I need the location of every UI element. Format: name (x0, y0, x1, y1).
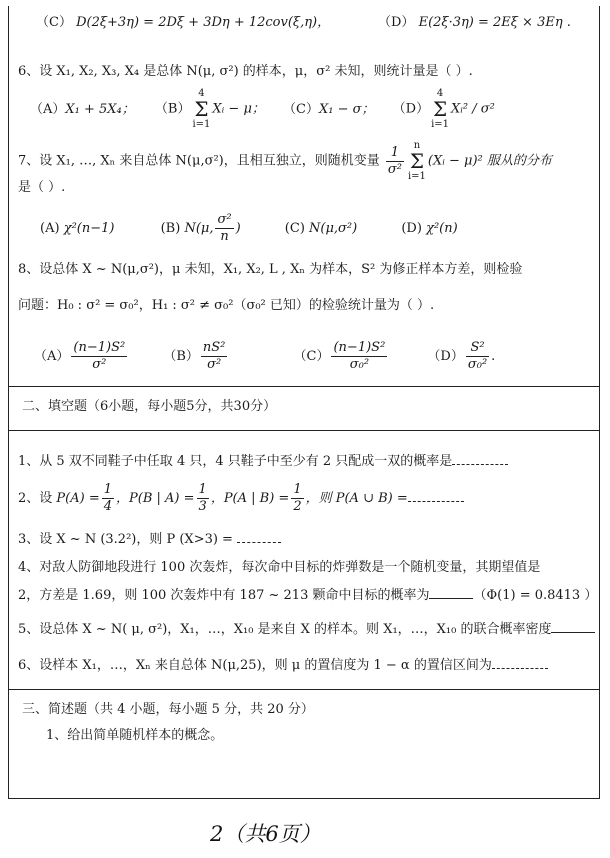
q8-d-frac (466, 340, 489, 373)
q6-a-expr: X₁ + 5X₄； (65, 101, 135, 117)
q6-d-sum-bottom: i=1 (431, 119, 450, 130)
f6-text: 6、设样本 X₁，…，Xₙ 来自总体 N(μ,25)，则 μ 的置信度为 1 − α 的置信区间为 (18, 658, 492, 673)
q6-c-expr: X₁ − σ； (319, 101, 375, 117)
q8-line1: 8、设总体 X ~ N(μ,σ²)，μ 未知，X₁, X₂, L , Xₙ 为样本，S² 为修正样本方差，则检验 (18, 262, 523, 277)
q6-option-d (393, 88, 495, 130)
q8-d-label: （D） (427, 349, 464, 364)
q6-option-c (283, 99, 374, 121)
q8-option-c (294, 340, 390, 373)
q8-d-num: S² (466, 340, 489, 357)
section3-title: 三、简述题（共 4 小题，每小题 5 分，共 20 分） (22, 702, 314, 717)
q8-b-num: nS² (202, 340, 226, 355)
q7-b-post: ) (235, 221, 241, 236)
q8-b-label: （B） (163, 349, 199, 364)
q6-d-label: （D） (392, 101, 430, 117)
f2-pa-frac (102, 482, 114, 515)
q7-sum-bottom: i=1 (407, 171, 426, 182)
q7-text-b: (Xᵢ − μ)² 服从的分布 (427, 153, 552, 169)
q8-option-d (427, 340, 495, 373)
f2-tail: ，则 P(A ∪ B) = (305, 491, 408, 506)
f2-pab: ，P(A | B) = (210, 491, 290, 506)
q8-c-label: （C） (293, 349, 330, 364)
q6-b-sum-bottom: i=1 (192, 119, 211, 130)
option-d-label: （D） (378, 15, 415, 30)
f2-answer-blank[interactable] (408, 489, 464, 502)
short-q1: 1、给出简单随机样本的概念。 (46, 728, 224, 743)
section3-top-rule (8, 689, 600, 690)
q6-d-sum-top: 4 (436, 88, 444, 99)
q7-option-a (40, 218, 114, 240)
q7-options (40, 212, 458, 245)
fill-q2 (18, 482, 464, 515)
f2-pre: 2、设 (18, 491, 53, 506)
f2-pba-den: 3 (198, 499, 207, 514)
f4-line2: 2，方差是 1.69，则 100 次轰炸中有 187 ~ 213 颗命中目标的概率为 (18, 588, 430, 603)
q7-frac-num: 1 (386, 145, 404, 162)
f2-pba-num: 1 (198, 482, 207, 497)
q8-d-den: σ₀² (467, 357, 488, 372)
q7-b-pre: N(μ, (184, 221, 214, 236)
q6-b-label: （B） (154, 101, 191, 117)
f2-pba-frac (197, 482, 209, 515)
f2-pba: ，P(B | A) = (116, 491, 195, 506)
fill-q4-line1: 4、对敌人防御地段进行 100 次轰炸，每次命中目标的炸弹数是一个随机变量，其期望值是 (18, 560, 541, 575)
q7-b-den: n (220, 229, 229, 244)
f2-pab-den: 2 (293, 499, 302, 514)
section2-bottom-rule (8, 430, 600, 431)
fill-q4-line2 (18, 586, 598, 606)
q6-b-sum: 4 Σ i=1 (192, 88, 211, 130)
q6-option-b (155, 88, 265, 130)
option-c-row (36, 12, 330, 34)
q6-b-sum-top: 4 (198, 88, 205, 99)
q7-d-label: (D) (401, 221, 422, 236)
q6-c-label: （C） (283, 101, 319, 117)
f2-pab-frac (291, 482, 303, 515)
q8-b-frac (201, 340, 228, 373)
q8-a-frac (71, 340, 127, 373)
handwritten-page-note: 2（共6页） (210, 822, 321, 846)
q7-frac (386, 145, 404, 178)
q8-d-tail: . (491, 349, 496, 364)
fill-q6 (18, 656, 598, 676)
q8-option-b (163, 340, 229, 373)
f1-text: 1、从 5 双不同鞋子中任取 4 只，4 只鞋子中至少有 2 只配成一双的概率是 (18, 454, 453, 469)
f3-answer-blank[interactable] (237, 530, 281, 543)
q6-options (30, 88, 495, 130)
q7-text-c: 是（ ）. (18, 180, 66, 195)
f6-answer-blank[interactable] (492, 656, 548, 669)
section2-top-rule (8, 386, 600, 387)
f2-pa-den: 4 (103, 499, 113, 514)
f4-answer-blank[interactable] (429, 586, 473, 599)
section2-title: 二、填空题（6小题，每小题5分，共30分） (22, 399, 277, 414)
q6-b-expr: Xᵢ − μ； (212, 101, 265, 117)
option-d-expr: E(2ξ·3η) = 2Eξ × 3Eη . (418, 15, 571, 30)
fill-q5 (18, 620, 598, 640)
q7-option-d (401, 218, 457, 240)
q6-option-a (30, 99, 135, 121)
option-c-label: （C） (36, 15, 72, 30)
f4-tail: （Φ(1) = 0.8413 ） (473, 588, 598, 603)
q8-c-num: (n−1)S² (333, 340, 386, 355)
q7-a-expr: χ²(n−1) (63, 221, 115, 236)
f3-text: 3、设 X ~ N (3.2²)，则 P (X>3) = (18, 532, 233, 547)
q7-a-label: (A) (40, 221, 60, 236)
q8-c-den: σ₀² (349, 357, 370, 372)
f5-answer-blank[interactable] (551, 620, 595, 633)
q8-line2: 问题：H₀ : σ² = σ₀²，H₁ : σ² ≠ σ₀²（σ₀² 已知）的检验统计量为（ ）. (18, 298, 435, 313)
q6-d-sum: 4 Σ i=1 (431, 88, 450, 130)
f2-pa: P(A) = (56, 491, 100, 506)
q8-a-label: （A） (34, 349, 70, 364)
f2-pab-num: 1 (293, 482, 302, 497)
option-c-expr: D(2ξ+3η) = 2Dξ + 3Dη + 12cov(ξ,η)， (76, 15, 331, 30)
q7-b-frac (215, 212, 233, 245)
q7-text-a: 7、设 X₁, …, Xₙ 来自总体 N(μ,σ²)，且相互独立，则随机变量 (18, 153, 380, 169)
q7-line1 (18, 140, 552, 182)
q7-d-expr: χ²(n) (426, 221, 458, 236)
q7-frac-den: σ² (387, 161, 402, 177)
option-d-row (378, 12, 571, 34)
q8-a-num: (n−1)S² (73, 340, 126, 355)
q7-sum-top: n (413, 140, 421, 151)
q6-a-label: （A） (30, 101, 66, 117)
q7-option-b (161, 212, 241, 245)
q7-sum: n Σ i=1 (407, 140, 426, 182)
q7-b-label: (B) (160, 221, 181, 236)
q8-a-den: σ² (92, 357, 107, 372)
q7-c-label: (C) (284, 221, 305, 236)
f2-pa-num: 1 (103, 482, 113, 497)
q7-option-c (285, 218, 357, 240)
q8-options (34, 340, 495, 373)
q8-c-frac (331, 340, 387, 373)
q7-b-num: σ² (217, 212, 232, 227)
q8-option-a (34, 340, 129, 373)
f1-answer-blank[interactable] (452, 452, 508, 465)
fill-q1 (18, 452, 598, 472)
q6-d-expr: Xᵢ² / σ² (451, 101, 495, 117)
f5-text: 5、设总体 X ~ N( μ, σ²)，X₁，…，X₁₀ 是来自 X 的样本。则 X₁，…，X₁₀ 的联合概率密度 (18, 622, 552, 637)
q6-text: 6、设 X₁, X₂, X₃, X₄ 是总体 N(μ, σ²) 的样本，μ，σ² 未知，则统计量是（ ）. (18, 64, 473, 79)
q8-b-den: σ² (207, 357, 222, 372)
q7-c-expr: N(μ,σ²) (309, 221, 358, 236)
fill-q3 (18, 530, 598, 550)
